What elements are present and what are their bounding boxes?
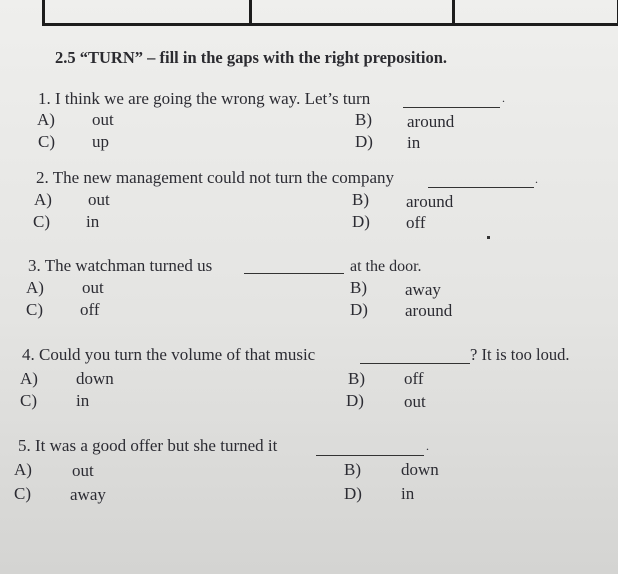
question-3-stem: 3. The watchman turned us	[28, 256, 213, 275]
q1-option-c[interactable]: up	[92, 132, 109, 151]
question-3-blank[interactable]	[244, 273, 344, 274]
q1-option-d[interactable]: in	[407, 133, 421, 152]
q4-option-b-letter: B)	[348, 369, 365, 388]
q5-option-d-letter: D)	[344, 484, 362, 503]
q4-option-a-letter: A)	[20, 369, 38, 388]
question-3-after: at the door.	[350, 258, 422, 275]
q5-option-c-letter: C)	[14, 484, 31, 503]
question-2-stem: 2. The new management could not turn the company	[36, 168, 395, 187]
exercise-title: 2.5 “TURN” – fill in the gaps with the right preposition.	[55, 48, 448, 67]
q4-option-a[interactable]: down	[76, 369, 114, 388]
q4-option-d-letter: D)	[346, 391, 364, 410]
q2-option-d-letter: D)	[352, 212, 370, 231]
q5-option-d[interactable]: in	[401, 484, 415, 503]
question-4-after: ? It is too loud.	[470, 345, 570, 364]
question-4-stem: 4. Could you turn the volume of that music	[22, 345, 316, 364]
question-5-stem: 5. It was a good offer but she turned it	[18, 436, 278, 455]
table-divider	[249, 0, 252, 23]
q1-option-d-letter: D)	[355, 132, 373, 151]
q2-option-c[interactable]: in	[86, 212, 100, 231]
q5-option-a-letter: A)	[14, 460, 32, 479]
q2-option-a-letter: A)	[34, 190, 52, 209]
q3-option-a[interactable]: out	[82, 278, 104, 297]
q1-option-a[interactable]: out	[92, 110, 114, 129]
q2-option-a[interactable]: out	[88, 190, 110, 209]
q3-option-b[interactable]: away	[405, 280, 441, 299]
table-frame	[42, 0, 618, 26]
q3-option-b-letter: B)	[350, 278, 367, 297]
q3-option-d-letter: D)	[350, 300, 368, 319]
q1-option-b[interactable]: around	[407, 112, 455, 131]
q3-option-d[interactable]: around	[405, 301, 453, 320]
ink-speck	[487, 236, 490, 239]
q4-option-d[interactable]: out	[404, 392, 426, 411]
q2-option-d[interactable]: off	[406, 213, 426, 232]
q3-option-c-letter: C)	[26, 300, 43, 319]
question-5-blank[interactable]	[316, 455, 424, 456]
q3-option-a-letter: A)	[26, 278, 44, 297]
question-1-blank[interactable]	[403, 107, 500, 108]
q5-option-c[interactable]: away	[70, 485, 106, 504]
question-5-after: .	[426, 439, 429, 453]
table-divider	[452, 0, 455, 23]
q1-option-a-letter: A)	[37, 110, 55, 129]
q4-option-c-letter: C)	[20, 391, 37, 410]
question-4-blank[interactable]	[360, 363, 470, 364]
q2-option-b[interactable]: around	[406, 192, 454, 211]
question-1-after: .	[502, 91, 505, 105]
question-1-stem: 1. I think we are going the wrong way. Let’s turn	[38, 89, 371, 108]
q1-option-c-letter: C)	[38, 132, 55, 151]
question-2-blank[interactable]	[428, 187, 534, 188]
question-2-after: .	[535, 172, 538, 186]
q1-option-b-letter: B)	[355, 110, 372, 129]
q3-option-c[interactable]: off	[80, 300, 100, 319]
q5-option-b[interactable]: down	[401, 460, 439, 479]
q5-option-b-letter: B)	[344, 460, 361, 479]
q2-option-b-letter: B)	[352, 190, 369, 209]
q4-option-b[interactable]: off	[404, 369, 424, 388]
q2-option-c-letter: C)	[33, 212, 50, 231]
q5-option-a[interactable]: out	[72, 461, 94, 480]
q4-option-c[interactable]: in	[76, 391, 90, 410]
